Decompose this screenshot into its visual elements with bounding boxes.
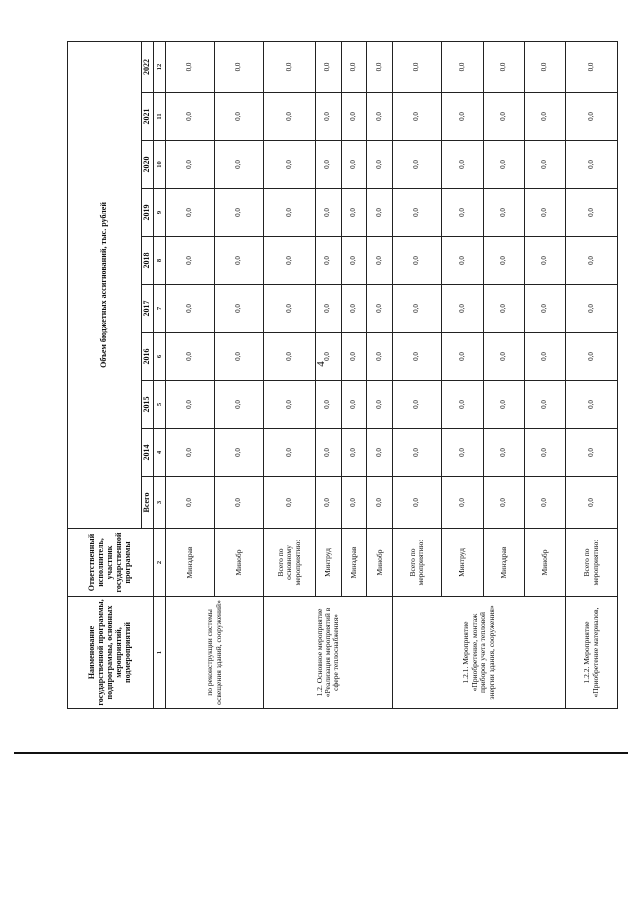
year-value-cell: 0,0 — [524, 93, 565, 141]
executor-cell: Всего по мероприятию: — [393, 529, 442, 597]
year-value-cell: 0,0 — [315, 429, 341, 477]
year-value-cell: 0,0 — [524, 41, 565, 92]
year-value-cell: 0,0 — [524, 237, 565, 285]
year-value-cell: 0,0 — [566, 237, 618, 285]
total-value-cell: 0,0 — [524, 477, 565, 529]
year-value-cell: 0,0 — [442, 429, 483, 477]
year-value-cell: 0,0 — [341, 429, 367, 477]
header-total: Всего — [142, 477, 154, 529]
year-value-cell: 0,0 — [215, 429, 264, 477]
page-number: 4 — [314, 361, 327, 367]
year-value-cell: 0,0 — [367, 141, 393, 189]
year-value-cell: 0,0 — [341, 333, 367, 381]
year-value-cell: 0,0 — [341, 93, 367, 141]
executor-cell: Минтруд — [315, 529, 341, 597]
total-value-cell: 0,0 — [393, 477, 442, 529]
year-value-cell: 0,0 — [264, 333, 316, 381]
year-value-cell: 0,0 — [442, 189, 483, 237]
year-value-cell: 0,0 — [367, 333, 393, 381]
year-value-cell: 0,0 — [166, 93, 215, 141]
budget-table-rotated — [67, 42, 618, 709]
column-number: 12 — [154, 41, 166, 92]
program-name-cell: 1.2.2. Мероприятие «Приобретение материалов, — [566, 597, 618, 709]
header-year: 2019 — [142, 189, 154, 237]
executor-cell: Минтруд — [442, 529, 483, 597]
year-value-cell: 0,0 — [215, 189, 264, 237]
year-value-cell: 0,0 — [341, 189, 367, 237]
year-value-cell: 0,0 — [524, 381, 565, 429]
column-number: 2 — [154, 529, 166, 597]
year-value-cell: 0,0 — [315, 141, 341, 189]
executor-cell: Минздрав — [483, 529, 524, 597]
year-value-cell: 0,0 — [442, 237, 483, 285]
program-name-cell: 1.2.1. Мероприятие «Приобретение, монтаж приборов учета тепловой энергии здания, сооружения» — [393, 597, 566, 709]
table-row — [566, 41, 618, 708]
year-value-cell: 0,0 — [315, 237, 341, 285]
year-value-cell: 0,0 — [393, 333, 442, 381]
header-year: 2020 — [142, 141, 154, 189]
executor-cell: Всего по мероприятию: — [566, 529, 618, 597]
year-value-cell: 0,0 — [524, 141, 565, 189]
year-value-cell: 0,0 — [166, 285, 215, 333]
executor-cell: Всего по основному мероприятию: — [264, 529, 316, 597]
total-value-cell: 0,0 — [566, 477, 618, 529]
year-value-cell: 0,0 — [566, 285, 618, 333]
header-year: 2015 — [142, 381, 154, 429]
year-value-cell: 0,0 — [215, 285, 264, 333]
year-value-cell: 0,0 — [215, 41, 264, 92]
total-value-cell: 0,0 — [166, 477, 215, 529]
year-value-cell: 0,0 — [341, 141, 367, 189]
column-number: 6 — [154, 333, 166, 381]
year-value-cell: 0,0 — [566, 141, 618, 189]
year-value-cell: 0,0 — [367, 93, 393, 141]
year-value-cell: 0,0 — [524, 333, 565, 381]
executor-cell: Минздрав — [166, 529, 215, 597]
year-value-cell: 0,0 — [264, 285, 316, 333]
header-budget: Объем бюджетных ассигнований, тыс. рублей — [68, 41, 142, 528]
year-value-cell: 0,0 — [483, 189, 524, 237]
year-value-cell: 0,0 — [566, 333, 618, 381]
table-row — [393, 41, 442, 708]
header-year: 2018 — [142, 237, 154, 285]
year-value-cell: 0,0 — [166, 429, 215, 477]
column-number: 4 — [154, 429, 166, 477]
year-value-cell: 0,0 — [166, 381, 215, 429]
year-value-cell: 0,0 — [367, 41, 393, 92]
column-number: 5 — [154, 381, 166, 429]
year-value-cell: 0,0 — [264, 189, 316, 237]
year-value-cell: 0,0 — [442, 381, 483, 429]
year-value-cell: 0,0 — [442, 333, 483, 381]
year-value-cell: 0,0 — [367, 237, 393, 285]
program-name-cell: по реконструкции системы освещения зданий, сооружений» — [166, 597, 264, 709]
year-value-cell: 0,0 — [367, 189, 393, 237]
year-value-cell: 0,0 — [524, 189, 565, 237]
column-number: 1 — [154, 597, 166, 709]
header-year: 2022 — [142, 41, 154, 92]
year-value-cell: 0,0 — [166, 237, 215, 285]
total-value-cell: 0,0 — [341, 477, 367, 529]
year-value-cell: 0,0 — [215, 381, 264, 429]
budget-table-frame — [67, 42, 618, 709]
year-value-cell: 0,0 — [341, 285, 367, 333]
column-number: 8 — [154, 237, 166, 285]
table-row — [264, 41, 316, 708]
year-value-cell: 0,0 — [264, 381, 316, 429]
total-value-cell: 0,0 — [264, 477, 316, 529]
year-value-cell: 0,0 — [524, 429, 565, 477]
year-value-cell: 0,0 — [341, 381, 367, 429]
year-value-cell: 0,0 — [483, 381, 524, 429]
year-value-cell: 0,0 — [367, 429, 393, 477]
table-row — [166, 41, 215, 708]
year-value-cell: 0,0 — [367, 381, 393, 429]
year-value-cell: 0,0 — [166, 41, 215, 92]
year-value-cell: 0,0 — [524, 285, 565, 333]
executor-cell: Минздрав — [341, 529, 367, 597]
total-value-cell: 0,0 — [483, 477, 524, 529]
year-value-cell: 0,0 — [215, 141, 264, 189]
year-value-cell: 0,0 — [264, 141, 316, 189]
total-value-cell: 0,0 — [367, 477, 393, 529]
header-year: 2017 — [142, 285, 154, 333]
year-value-cell: 0,0 — [483, 237, 524, 285]
year-value-cell: 0,0 — [566, 429, 618, 477]
header-executor: Ответственный исполнитель, участник государственной программы — [68, 529, 154, 597]
year-value-cell: 0,0 — [566, 93, 618, 141]
year-value-cell: 0,0 — [442, 41, 483, 92]
year-value-cell: 0,0 — [566, 41, 618, 92]
column-number: 7 — [154, 285, 166, 333]
year-value-cell: 0,0 — [393, 41, 442, 92]
page-divider-line — [14, 752, 628, 754]
program-name-cell: 1.2. Основное мероприятие «Реализация мероприятий в сфере теплоснабжения» — [264, 597, 393, 709]
year-value-cell: 0,0 — [264, 41, 316, 92]
year-value-cell: 0,0 — [393, 429, 442, 477]
year-value-cell: 0,0 — [264, 237, 316, 285]
year-value-cell: 0,0 — [393, 237, 442, 285]
year-value-cell: 0,0 — [215, 93, 264, 141]
year-value-cell: 0,0 — [215, 333, 264, 381]
column-number: 10 — [154, 141, 166, 189]
year-value-cell: 0,0 — [341, 41, 367, 92]
year-value-cell: 0,0 — [166, 141, 215, 189]
year-value-cell: 0,0 — [367, 285, 393, 333]
year-value-cell: 0,0 — [315, 381, 341, 429]
year-value-cell: 0,0 — [264, 93, 316, 141]
year-value-cell: 0,0 — [442, 141, 483, 189]
year-value-cell: 0,0 — [315, 285, 341, 333]
year-value-cell: 0,0 — [264, 429, 316, 477]
column-number: 11 — [154, 93, 166, 141]
budget-table — [67, 41, 618, 709]
total-value-cell: 0,0 — [215, 477, 264, 529]
total-value-cell: 0,0 — [315, 477, 341, 529]
year-value-cell: 0,0 — [341, 237, 367, 285]
year-value-cell: 0,0 — [315, 41, 341, 92]
year-value-cell: 0,0 — [393, 285, 442, 333]
year-value-cell: 0,0 — [393, 381, 442, 429]
year-value-cell: 0,0 — [483, 41, 524, 92]
year-value-cell: 0,0 — [483, 429, 524, 477]
column-number: 9 — [154, 189, 166, 237]
year-value-cell: 0,0 — [483, 93, 524, 141]
executor-cell: Минобр — [524, 529, 565, 597]
year-value-cell: 0,0 — [315, 189, 341, 237]
year-value-cell: 0,0 — [442, 285, 483, 333]
year-value-cell: 0,0 — [442, 93, 483, 141]
header-year: 2021 — [142, 93, 154, 141]
header-year: 2016 — [142, 333, 154, 381]
year-value-cell: 0,0 — [566, 381, 618, 429]
year-value-cell: 0,0 — [166, 189, 215, 237]
executor-cell: Минобр — [215, 529, 264, 597]
year-value-cell: 0,0 — [393, 189, 442, 237]
year-value-cell: 0,0 — [566, 189, 618, 237]
year-value-cell: 0,0 — [393, 141, 442, 189]
column-number: 3 — [154, 477, 166, 529]
year-value-cell: 0,0 — [393, 93, 442, 141]
total-value-cell: 0,0 — [442, 477, 483, 529]
header-name: Наименование государственной программы, подпрограммы, основных мероприятий, подмероприятий — [68, 597, 154, 709]
year-value-cell: 0,0 — [166, 333, 215, 381]
year-value-cell: 0,0 — [483, 333, 524, 381]
year-value-cell: 0,0 — [215, 237, 264, 285]
year-value-cell: 0,0 — [315, 93, 341, 141]
executor-cell: Минобр — [367, 529, 393, 597]
year-value-cell: 0,0 — [483, 141, 524, 189]
year-value-cell: 0,0 — [483, 285, 524, 333]
header-year: 2014 — [142, 429, 154, 477]
year-value-cell: 0,0 — [315, 333, 341, 381]
